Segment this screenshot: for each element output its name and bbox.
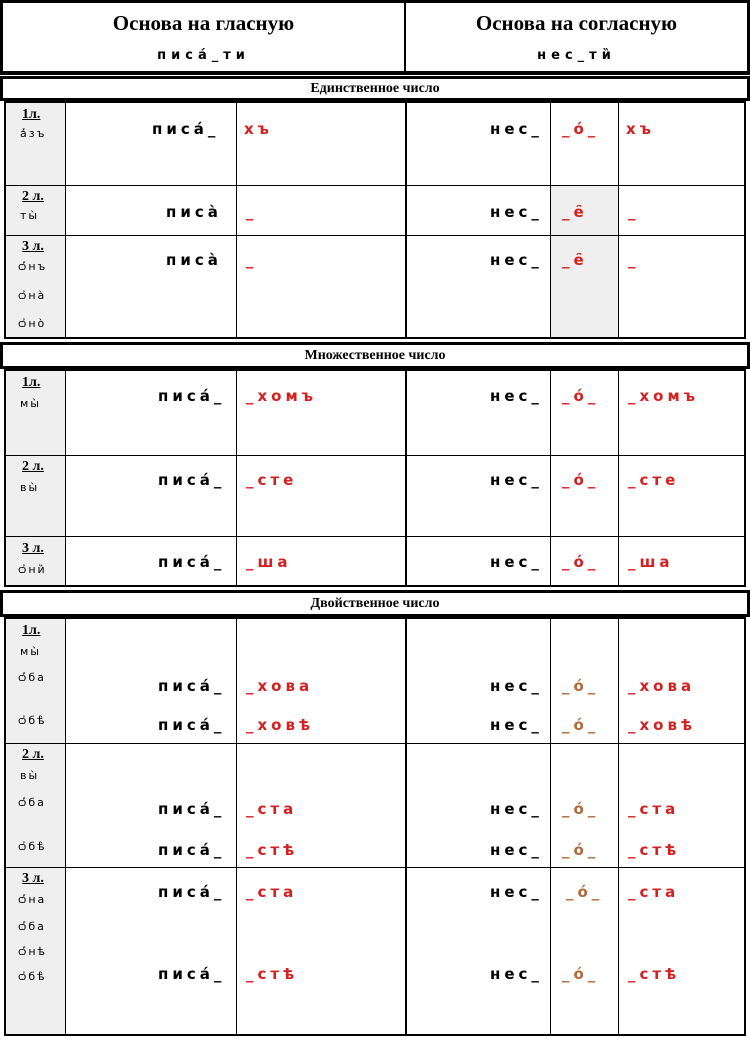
vowel-ending: _хова [246,677,314,695]
vowel-stem: писа́_ [158,841,226,859]
person-label: 1л. [22,623,41,638]
consonant-stem: нес_ [490,120,543,138]
connecting-vowel: _о́_ [562,387,600,405]
pronoun: а҆́зъ [20,127,47,140]
vowel-ending: _ [246,203,258,221]
pronoun: мы̀ [20,397,41,410]
vowel-stem: писа́_ [158,387,226,405]
vowel-stem: писа́_ [152,120,220,138]
person-label: 1л. [22,375,41,390]
consonant-stem-title: Основа на согласную [475,11,678,35]
pronoun: ѻ҆бѣ̀ [18,970,47,983]
consonant-stem: нес_ [490,883,543,901]
consonant-stem: нес_ [490,387,543,405]
vowel-stem-example: писа́_ти [157,48,250,63]
vowel-stem: писа́_ [158,965,226,983]
pronoun: ты̀ [20,209,40,222]
consonant-stem-header [406,3,747,71]
pronoun: ѻ҆бѣ̀ [18,840,47,853]
connecting-vowel: _о́_ [562,800,600,818]
connecting-vowel: _е̑ [562,251,588,269]
vowel-stem: писа́_ [158,677,226,695]
consonant-ending: _стѣ [628,965,681,983]
consonant-stem: нес_ [490,800,543,818]
consonant-stem-example: нес_ти̏ [537,48,616,63]
connecting-vowel: _о́_ [566,883,604,901]
vowel-stem: писа́_ [158,883,226,901]
person-label: 3 л. [22,871,44,886]
consonant-ending: _стѣ [628,841,681,859]
consonant-stem: нес_ [490,716,543,734]
consonant-stem: нес_ [490,677,543,695]
pronoun: ѻ҆на̀ [18,289,47,302]
consonant-stem: нес_ [490,251,543,269]
consonant-stem: нес_ [490,471,543,489]
pronoun: ѻ҆́нѣ [18,945,47,958]
consonant-ending: _ховѣ [628,716,697,734]
consonant-stem: нес_ [490,553,543,571]
consonant-ending: хъ [626,120,655,138]
consonant-ending: _ста [628,883,680,901]
pronoun: ѻ҆́нъ [18,260,48,273]
table-header [0,0,750,75]
vowel-stem: писа̀ [166,203,222,221]
person-label: 2 л. [22,747,44,762]
pronoun: ѻ҆́ба [18,796,46,809]
vowel-ending: хъ [244,120,273,138]
consonant-ending: _ [628,251,640,269]
section-singular: Единственное число [0,76,750,101]
connecting-vowel: _о́_ [562,120,600,138]
vowel-stem: писа́_ [158,716,226,734]
vowel-stem: писа̀ [166,251,222,269]
vowel-ending: _ховѣ [246,716,315,734]
person-label: 1л. [22,107,41,122]
connecting-vowel: _о́_ [562,841,600,859]
connecting-vowel: _о́_ [562,553,600,571]
consonant-ending: _хова [628,677,696,695]
vowel-stem-header [3,3,404,71]
connecting-vowel: _о́_ [562,471,600,489]
consonant-stem: нес_ [490,965,543,983]
vowel-stem: писа́_ [158,553,226,571]
pronoun: ѻ҆́на [18,893,47,906]
pronoun: вы̀ [20,769,40,782]
vowel-ending: _хомъ [246,387,318,405]
vowel-ending: _стѣ [246,841,299,859]
consonant-ending: _ста [628,800,680,818]
consonant-ending: _ша [628,553,674,571]
vowel-ending: _стѣ [246,965,299,983]
vowel-ending: _ста [246,800,298,818]
consonant-ending: _сте [628,471,680,489]
connecting-vowel: _е̑ [562,203,588,221]
section-dual: Двойственное число [0,590,750,617]
vowel-ending: _ [246,251,258,269]
vowel-stem: писа́_ [158,800,226,818]
pronoun: ѻ҆́ба [18,920,46,933]
pronoun: ѻ҆ни̏ [18,563,47,576]
section-plural: Множественное число [0,342,750,369]
pronoun: вы̀ [20,481,40,494]
pronoun: ѻ҆но̀ [18,317,47,330]
vowel-stem: писа́_ [158,471,226,489]
person-label: 2 л. [22,189,44,204]
person-label: 3 л. [22,541,44,556]
vowel-ending: _ша [246,553,292,571]
consonant-ending: _ [628,203,640,221]
vowel-ending: _сте [246,471,298,489]
pronoun: ѻ҆́ба [18,671,46,684]
singular-block [4,101,746,339]
connecting-vowel: _о́_ [562,716,600,734]
consonant-stem: нес_ [490,203,543,221]
pronoun: мы̀ [20,645,41,658]
vowel-ending: _ста [246,883,298,901]
connecting-vowel: _о́_ [562,677,600,695]
person-label: 3 л. [22,239,44,254]
pronoun: ѻ҆бѣ̀ [18,714,47,727]
plural-block [4,369,746,587]
person-label: 2 л. [22,459,44,474]
consonant-ending: _хомъ [628,387,700,405]
vowel-stem-title: Основа на гласную [112,11,295,35]
connecting-vowel: _о́_ [562,965,600,983]
dual-block [4,617,746,1036]
consonant-stem: нес_ [490,841,543,859]
